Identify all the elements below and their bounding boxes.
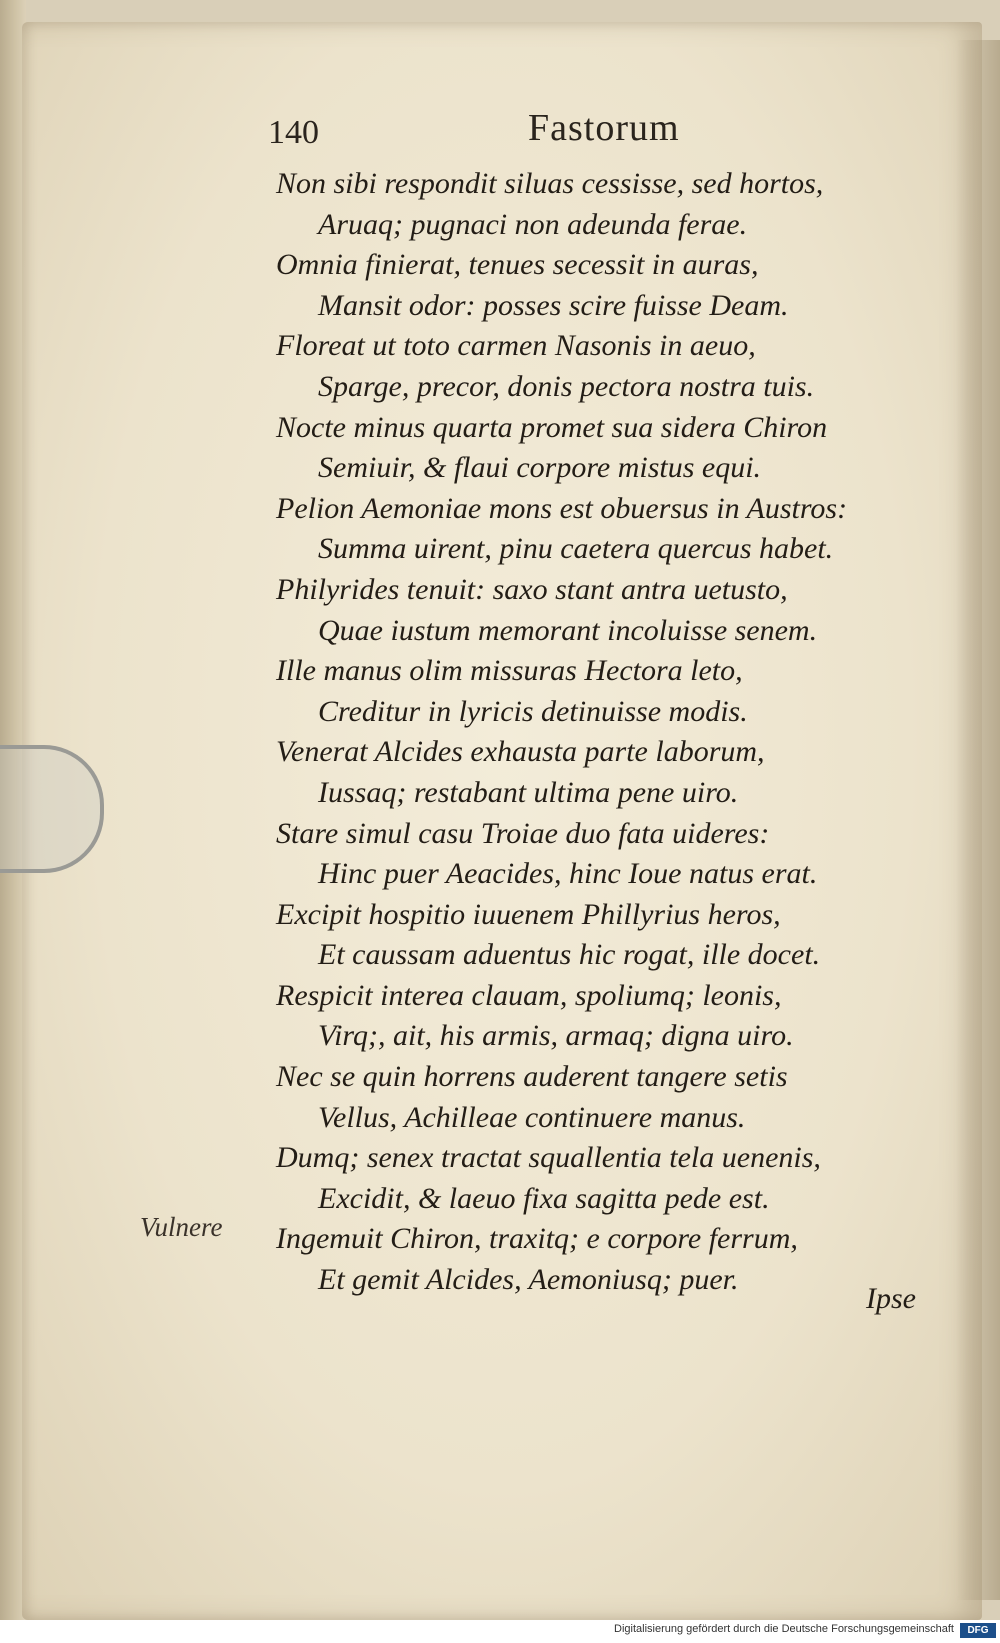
verse-line: Virq;, ait, his armis, armaq; digna uiro. [318,1019,794,1053]
verse-line: Nec se quin horrens auderent tangere setis [276,1060,788,1094]
verse-line: Ingemuit Chiron, traxitq; e corpore ferrum, [276,1222,798,1256]
verse-line: Respicit interea clauam, spoliumq; leonis, [276,978,782,1012]
verse-line: Semiuir, & flaui corpore mistus equi. [318,451,762,485]
verse-line: Mansit odor: posses scire fuisse Deam. [318,288,789,322]
credit-text: Digitalisierung gefördert durch die Deutsche Forschungsgemeinschaft [614,1623,954,1635]
catchword: Ipse [866,1282,916,1315]
verse-line: Aruaq; pugnaci non adeunda ferae. [318,207,748,241]
verse-line: Summa uirent, pinu caetera quercus habet. [318,532,834,566]
verse-line: Excidit, & laeuo fixa sagitta pede est. [318,1181,770,1215]
page-header [268,106,708,156]
verse-line: Iussaq; restabant ultima pene uiro. [318,775,739,809]
verse-line: Quae iustum memorant incoluisse senem. [318,613,818,647]
verse-line: Creditur in lyricis detinuisse modis. [318,694,748,728]
verse-line: Dumq; senex tractat squallentia tela uenenis, [276,1141,821,1175]
verse-line: Et caussam aduentus hic rogat, ille docet. [318,938,821,972]
running-title: Fastorum [528,107,680,149]
page-edge-shadow [956,40,1000,1600]
verse-line: Pelion Aemoniae mons est obuersus in Austros: [276,491,848,525]
verse-line: Philyrides tenuit: saxo stant antra uetusto, [276,572,788,606]
verse-line: Excipit hospitio iuuenem Phillyrius heros, [276,897,781,931]
verse-line: Venerat Alcides exhausta parte laborum, [276,735,765,769]
page-number: 140 [268,114,319,151]
verse-line: Floreat ut toto carmen Nasonis in aeuo, [276,329,756,363]
margin-note: Vulnere [140,1212,223,1242]
dfg-logo: DFG [960,1623,996,1638]
verse-line: Vellus, Achilleae continuere manus. [318,1100,746,1134]
verse-line: Sparge, precor, donis pectora nostra tuis. [318,369,815,403]
verse-line: Ille manus olim missuras Hectora leto, [276,654,743,688]
verse-line: Nocte minus quarta promet sua sidera Chiron [276,410,828,444]
verse-line: Et gemit Alcides, Aemoniusq; puer. [318,1263,739,1297]
verse-line: Stare simul casu Troiae duo fata uideres: [276,816,770,850]
verse-block [276,164,876,1301]
verse-line: Non sibi respondit siluas cessisse, sed hortos, [276,167,824,200]
verse-line: Omnia finierat, tenues secessit in auras, [276,248,759,282]
verse-line: Hinc puer Aeacides, hinc Ioue natus erat. [318,857,818,891]
footer [0,1620,1000,1643]
